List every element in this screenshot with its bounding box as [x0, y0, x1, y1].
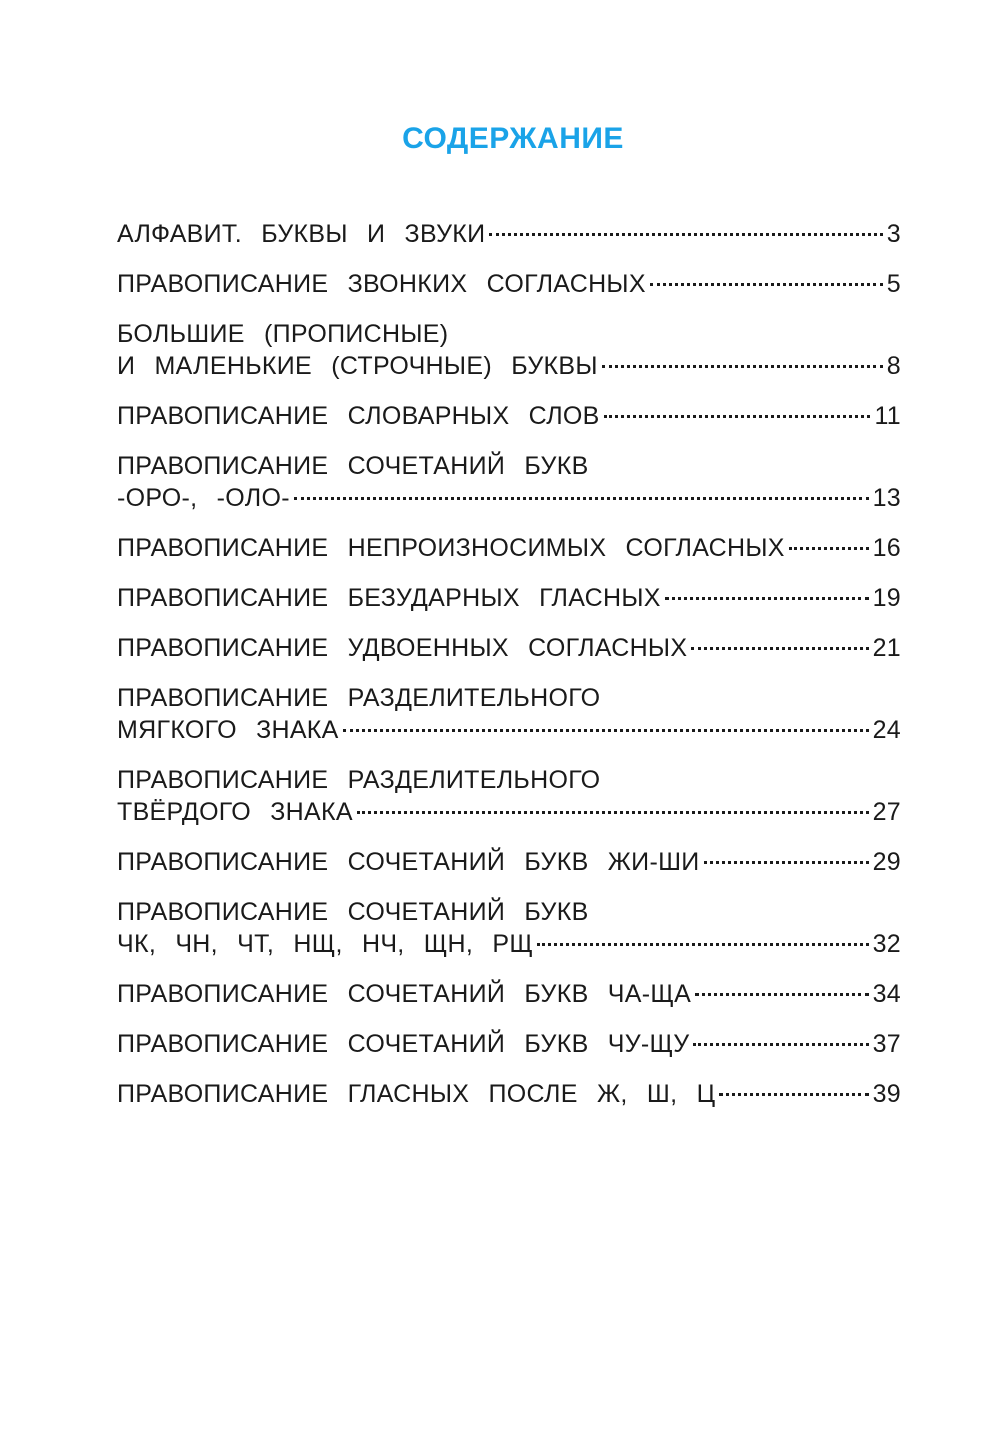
toc-entry-title: ПРАВОПИСАНИЕ СОЧЕТАНИЙ БУКВ ЧУ-ЩУ [117, 1030, 690, 1058]
dot-leader [537, 943, 869, 946]
toc-page-number: 34 [872, 980, 901, 1008]
toc-row [117, 978, 901, 1010]
toc-entry-title: АЛФАВИТ. БУКВЫ И ЗВУКИ [117, 220, 486, 248]
toc-entry[interactable] [117, 764, 901, 828]
toc-entry-title-line: БОЛЬШИЕ (ПРОПИСНЫЕ) [117, 320, 449, 348]
table-of-contents [117, 218, 901, 1128]
dot-leader [650, 283, 883, 286]
toc-entry-title: -ОРО-, -ОЛО- [117, 484, 290, 512]
dot-leader [691, 647, 868, 650]
toc-entry[interactable] [117, 268, 901, 300]
dot-leader [357, 811, 869, 814]
toc-entry-title-line: ПРАВОПИСАНИЕ РАЗДЕЛИТЕЛЬНОГО [117, 684, 601, 712]
toc-row [117, 532, 901, 564]
dot-leader [489, 233, 882, 236]
toc-row [117, 1028, 901, 1060]
toc-page-number: 32 [872, 930, 901, 958]
toc-entry-title: ПРАВОПИСАНИЕ ЗВОНКИХ СОГЛАСНЫХ [117, 270, 646, 298]
toc-page-number: 13 [872, 484, 901, 512]
toc-entry-title: ПРАВОПИСАНИЕ БЕЗУДАРНЫХ ГЛАСНЫХ [117, 584, 661, 612]
dot-leader [704, 861, 869, 864]
page-title: СОДЕРЖАНИЕ [402, 122, 624, 155]
toc-row [117, 400, 901, 432]
toc-row [117, 714, 901, 746]
toc-row [117, 218, 901, 250]
toc-entry-title: ТВЁРДОГО ЗНАКА [117, 798, 353, 826]
toc-row [117, 632, 901, 664]
dot-leader [294, 497, 869, 500]
toc-entry[interactable] [117, 400, 901, 432]
toc-row [117, 350, 901, 382]
toc-entry-title-line: ПРАВОПИСАНИЕ РАЗДЕЛИТЕЛЬНОГО [117, 766, 601, 794]
toc-page-number: 37 [872, 1030, 901, 1058]
toc-entry-title: ПРАВОПИСАНИЕ СЛОВАРНЫХ СЛОВ [117, 402, 600, 430]
dot-leader [789, 547, 869, 550]
dot-leader [343, 729, 869, 732]
toc-page-number: 5 [886, 270, 901, 298]
toc-page-number: 39 [872, 1080, 901, 1108]
toc-entry[interactable] [117, 1078, 901, 1110]
toc-entry[interactable] [117, 318, 901, 382]
toc-entry[interactable] [117, 532, 901, 564]
dot-leader [665, 597, 869, 600]
dot-leader [719, 1093, 868, 1096]
toc-entry[interactable] [117, 846, 901, 878]
toc-entry-title: ПРАВОПИСАНИЕ УДВОЕННЫХ СОГЛАСНЫХ [117, 634, 688, 662]
toc-entry-title: ПРАВОПИСАНИЕ ГЛАСНЫХ ПОСЛЕ Ж, Ш, Ц [117, 1080, 716, 1108]
toc-row [117, 1078, 901, 1110]
dot-leader [693, 1043, 868, 1046]
toc-page-number: 8 [886, 352, 901, 380]
toc-page-number: 29 [872, 848, 901, 876]
toc-entry[interactable] [117, 682, 901, 746]
toc-entry[interactable] [117, 218, 901, 250]
toc-entry[interactable] [117, 978, 901, 1010]
toc-row [117, 928, 901, 960]
toc-entry-title-line: ПРАВОПИСАНИЕ СОЧЕТАНИЙ БУКВ [117, 452, 589, 480]
toc-page-number: 16 [872, 534, 901, 562]
toc-row [117, 482, 901, 514]
toc-row [117, 268, 901, 300]
toc-page-number: 27 [872, 798, 901, 826]
toc-row [117, 846, 901, 878]
toc-page-number: 11 [874, 402, 901, 430]
toc-entry-title: ПРАВОПИСАНИЕ НЕПРОИЗНОСИМЫХ СОГЛАСНЫХ [117, 534, 785, 562]
dot-leader [602, 365, 883, 368]
toc-page-number: 24 [872, 716, 901, 744]
toc-row [117, 796, 901, 828]
toc-page-number: 3 [886, 220, 901, 248]
toc-entry-title: ПРАВОПИСАНИЕ СОЧЕТАНИЙ БУКВ ЖИ-ШИ [117, 848, 700, 876]
toc-page-number: 19 [872, 584, 901, 612]
toc-entry[interactable] [117, 582, 901, 614]
toc-entry[interactable] [117, 450, 901, 514]
toc-row [117, 582, 901, 614]
toc-entry[interactable] [117, 896, 901, 960]
toc-entry-title: И МАЛЕНЬКИЕ (СТРОЧНЫЕ) БУКВЫ [117, 352, 598, 380]
toc-entry[interactable] [117, 632, 901, 664]
toc-page-number: 21 [872, 634, 901, 662]
dot-leader [604, 415, 871, 418]
toc-entry-title: ПРАВОПИСАНИЕ СОЧЕТАНИЙ БУКВ ЧА-ЩА [117, 980, 692, 1008]
toc-entry-title-line: ПРАВОПИСАНИЕ СОЧЕТАНИЙ БУКВ [117, 898, 589, 926]
dot-leader [695, 993, 869, 996]
toc-entry[interactable] [117, 1028, 901, 1060]
toc-entry-title: ЧК, ЧН, ЧТ, НЩ, НЧ, ЩН, РЩ [117, 930, 534, 958]
toc-entry-title: МЯГКОГО ЗНАКА [117, 716, 339, 744]
